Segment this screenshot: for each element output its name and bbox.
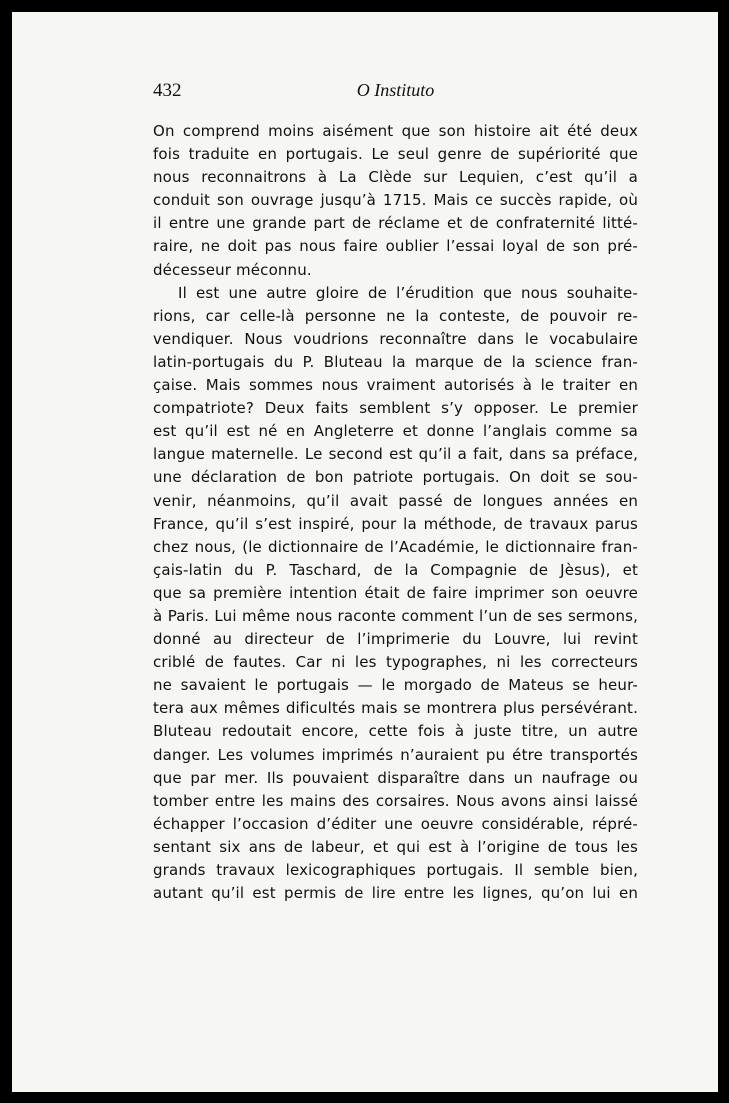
text-line: fois traduite en portugais. Le seul genre de supériorité que [153,145,638,164]
text-line: tera aux mêmes dificultés mais se montrera plus persévérant. [153,699,638,718]
paragraph [153,120,638,282]
text-line: nous reconnaitrons à La Clède sur Lequien, c’est qu’il a [153,168,638,187]
book-page [12,12,718,1092]
text-line: que par mer. Ils pouvaient disparaître dans un naufrage ou [153,768,638,787]
text-line: donné au directeur de l’imprimerie du Louvre, lui revint [153,630,638,649]
text-line: autant qu’il est permis de lire entre les lignes, qu’on lui en [153,884,638,903]
text-line: vendiquer. Nous voudrions reconnaître dans le vocabulaire [153,329,638,348]
text-line: çaise. Mais sommes nous vraiment autorisés à le traiter en [153,376,638,395]
text-line: chez nous, (le dictionnaire de l’Académie, le dictionnaire fran- [153,537,638,556]
text-line: décesseur méconnu. [153,260,312,279]
text-line: raire, ne doit pas nous faire oublier l’essai loyal de son pré- [153,237,638,256]
text-line: échapper l’occasion d’éditer une oeuvre considérable, répré- [153,814,638,833]
paragraph [153,282,638,906]
text-line: rions, car celle-là personne ne la conteste, de pouvoir re- [153,306,638,325]
page-header [153,80,638,110]
text-line: est qu’il est né en Angleterre et donne l’anglais comme sa [153,422,638,441]
text-line: venir, néanmoins, qu’il avait passé de longues années en [153,491,638,510]
text-line: tomber entre les mains des corsaires. Nous avons ainsi laissé [153,791,638,810]
text-line: France, qu’il s’est inspiré, pour la méthode, de travaux parus [153,514,638,533]
text-line: danger. Les volumes imprimés n’auraient pu étre transportés [153,745,638,764]
text-line: Bluteau redoutait encore, cette fois à juste titre, un autre [153,722,638,741]
body-text [153,120,638,905]
running-title: O Instituto [356,80,435,100]
page-number: 432 [153,80,182,101]
text-line: latin-portugais du P. Bluteau la marque de la science fran- [153,352,638,371]
text-line: çais-latin du P. Taschard, de la Compagnie de Jèsus), et [153,560,638,579]
text-line: sentant six ans de labeur, et qui est à l’origine de tous les [153,837,638,856]
text-line: criblé de fautes. Car ni les typographes, ni les correcteurs [153,653,638,672]
text-line: ne savaient le portugais — le morgado de Mateus se heur- [153,676,638,695]
text-line: On comprend moins aisément que son histoire ait été deux [153,122,638,140]
text-line: langue maternelle. Le second est qu’il a fait, dans sa préface, [153,445,638,464]
text-line: à Paris. Lui même nous raconte comment l’un de ses sermons, [153,606,638,625]
text-line: que sa première intention était de faire imprimer son oeuvre [153,583,638,602]
text-line: il entre une grande part de réclame et de confraternité litté- [153,214,638,233]
text-line: une déclaration de bon patriote portugais. On doit se sou- [153,468,638,487]
text-line: grands travaux lexicographiques portugais. Il semble bien, [153,861,638,879]
text-line: compatriote? Deux faits semblent s’y opposer. Le premier [153,399,638,418]
text-line: Il est une autre gloire de l’érudition que nous souhaite- [178,283,638,302]
text-line: conduit son ouvrage jusqu’à 1715. Mais ce succès rapide, où [153,191,638,210]
